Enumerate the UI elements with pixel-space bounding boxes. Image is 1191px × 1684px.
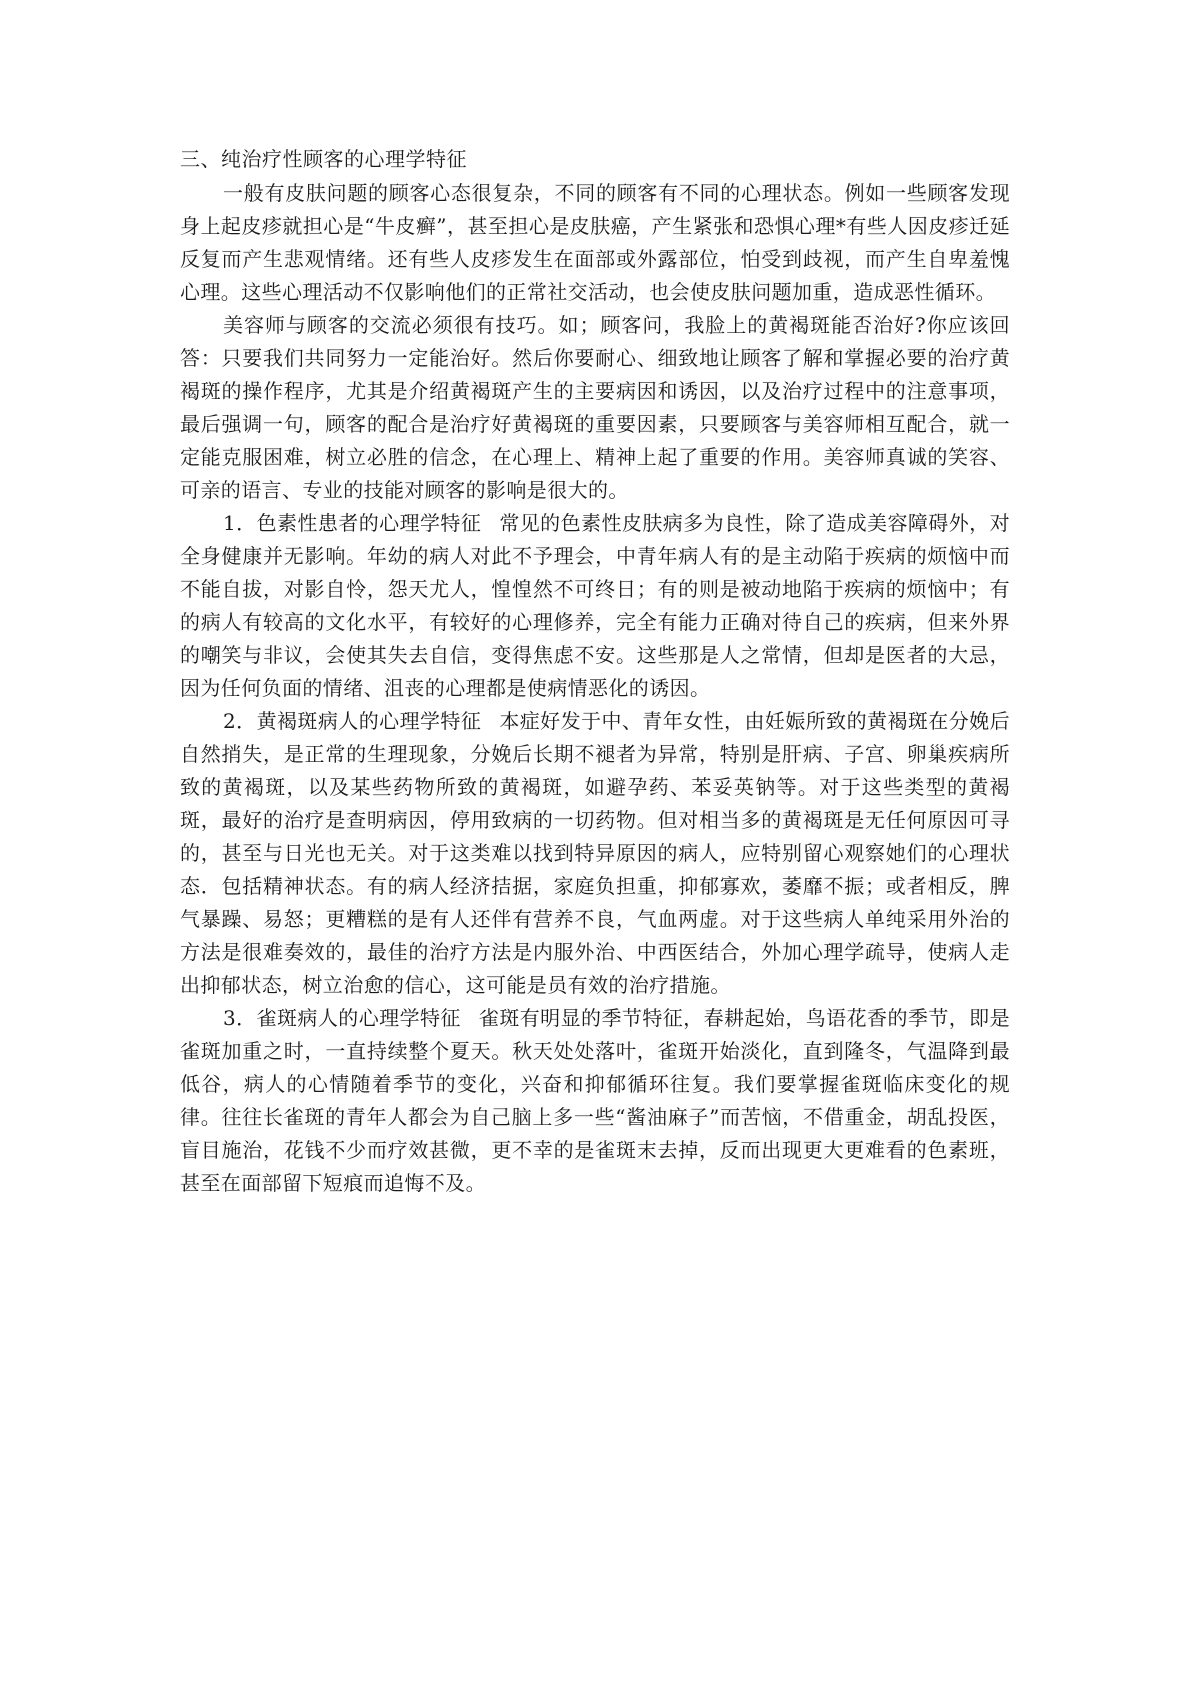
paragraph-lead: 2．黄褐斑病人的心理学特征 (223, 709, 482, 733)
paragraph-lead: 1．色素性患者的心理学特征 (223, 511, 482, 535)
paragraph-communication (180, 309, 1010, 507)
paragraph-text: 美容师与顾客的交流必须很有技巧。如；顾客问，我脸上的黄褐斑能否治好?你应该回答：只要我们共同努力一定能治好。然后你要耐心、细致地让顾客了解和掌握必要的治疗黄褐斑的操作程序，尤其是介绍黄褐斑产生的主要病因和诱因，以及治疗过程中的注意事项，最后强调一句，顾客的配合是治疗好黄褐斑的重要因素，只要顾客与美容师相互配合，就一定能克服困难，树立必胜的信念，在心理上、精神上起了重要的作用。美容师真诚的笑容、可亲的语言、专业的技能对顾客的影响是很大的。 (180, 313, 1010, 502)
section-heading: 三、纯治疗性顾客的心理学特征 (180, 147, 467, 171)
paragraph-text: 常见的色素性皮肤病多为良性，除了造成美容障碍外，对全身健康并无影响。年幼的病人对此不予理会，中青年病人有的是主动陷于疾病的烦恼中而不能自拔，对影自怜，怨天尤人，惶惶然不可终日；有的则是被动地陷于疾病的烦恼中；有的病人有较高的文化水平，有较好的心理修养，完全有能力正确对待自己的疾病，但来外界的嘲笑与非议，会使其失去自信，变得焦虑不安。这些那是人之常情，但却是医者的大忌，因为任何负面的情绪、沮丧的心理都是使病情恶化的诱因。 (180, 511, 1010, 700)
paragraph-freckles (180, 1002, 1010, 1200)
paragraph-text: 一般有皮肤问题的顾客心态很复杂，不同的顾客有不同的心理状态。例如一些顾客发现身上起皮疹就担心是“牛皮癣”，甚至担心是皮肤癌，产生紧张和恐惧心理*有些人因皮疹迁延反复而产生悲观情绪。还有些人皮疹发生在面部或外露部位，怕受到歧视，而产生自卑羞愧心理。这些心理活动不仅影响他们的正常社交活动，也会使皮肤问题加重，造成恶性循环。 (180, 181, 1010, 304)
document-page (180, 143, 1010, 1200)
paragraph-pigment (180, 507, 1010, 705)
paragraph-text: 雀斑有明显的季节特征，春耕起始，鸟语花香的季节，即是雀斑加重之时，一直持续整个夏天。秋天处处落叶，雀斑开始淡化，直到隆冬，气温降到最低谷，病人的心情随着季节的变化，兴奋和抑郁循环往复。我们要掌握雀斑临床变化的规律。往往长雀斑的青年人都会为自己脑上多一些“酱油麻子”而苦恼，不借重金，胡乱投医，盲目施治，花钱不少而疗效甚微，更不幸的是雀斑末去掉，反而出现更大更难看的色素班，甚至在面部留下短痕而追悔不及。 (180, 1006, 1011, 1195)
paragraph-intro (180, 177, 1010, 309)
paragraph-lead: 3．雀斑病人的心理学特征 (223, 1006, 461, 1030)
paragraph-text: 本症好发于中、青年女性，由妊娠所致的黄褐斑在分娩后自然捎失，是正常的生理现象，分娩后长期不褪者为异常，特别是肝病、子宫、卵巢疾病所致的黄褐斑，以及某些药物所致的黄褐斑，如避孕药、苯妥英钠等。对于这些类型的黄褐斑，最好的治疗是查明病因，停用致病的一切药物。但对相当多的黄褐斑是无任何原因可寻的，甚至与日光也无关。对于这类难以找到特异原因的病人，应特别留心观察她们的心理状态．包括精神状态。有的病人经济拮据，家庭负担重，抑郁寡欢，萎靡不振；或者相反，脾气暴躁、易怒；更糟糕的是有人还伴有营养不良，气血两虚。对于这些病人单纯采用外治的方法是很难奏效的，最佳的治疗方法是内服外治、中西医结合，外加心理学疏导，使病人走出抑郁状态，树立治愈的信心，这可能是员有效的治疗措施。 (180, 709, 1010, 997)
paragraph-chloasma (180, 705, 1010, 1002)
